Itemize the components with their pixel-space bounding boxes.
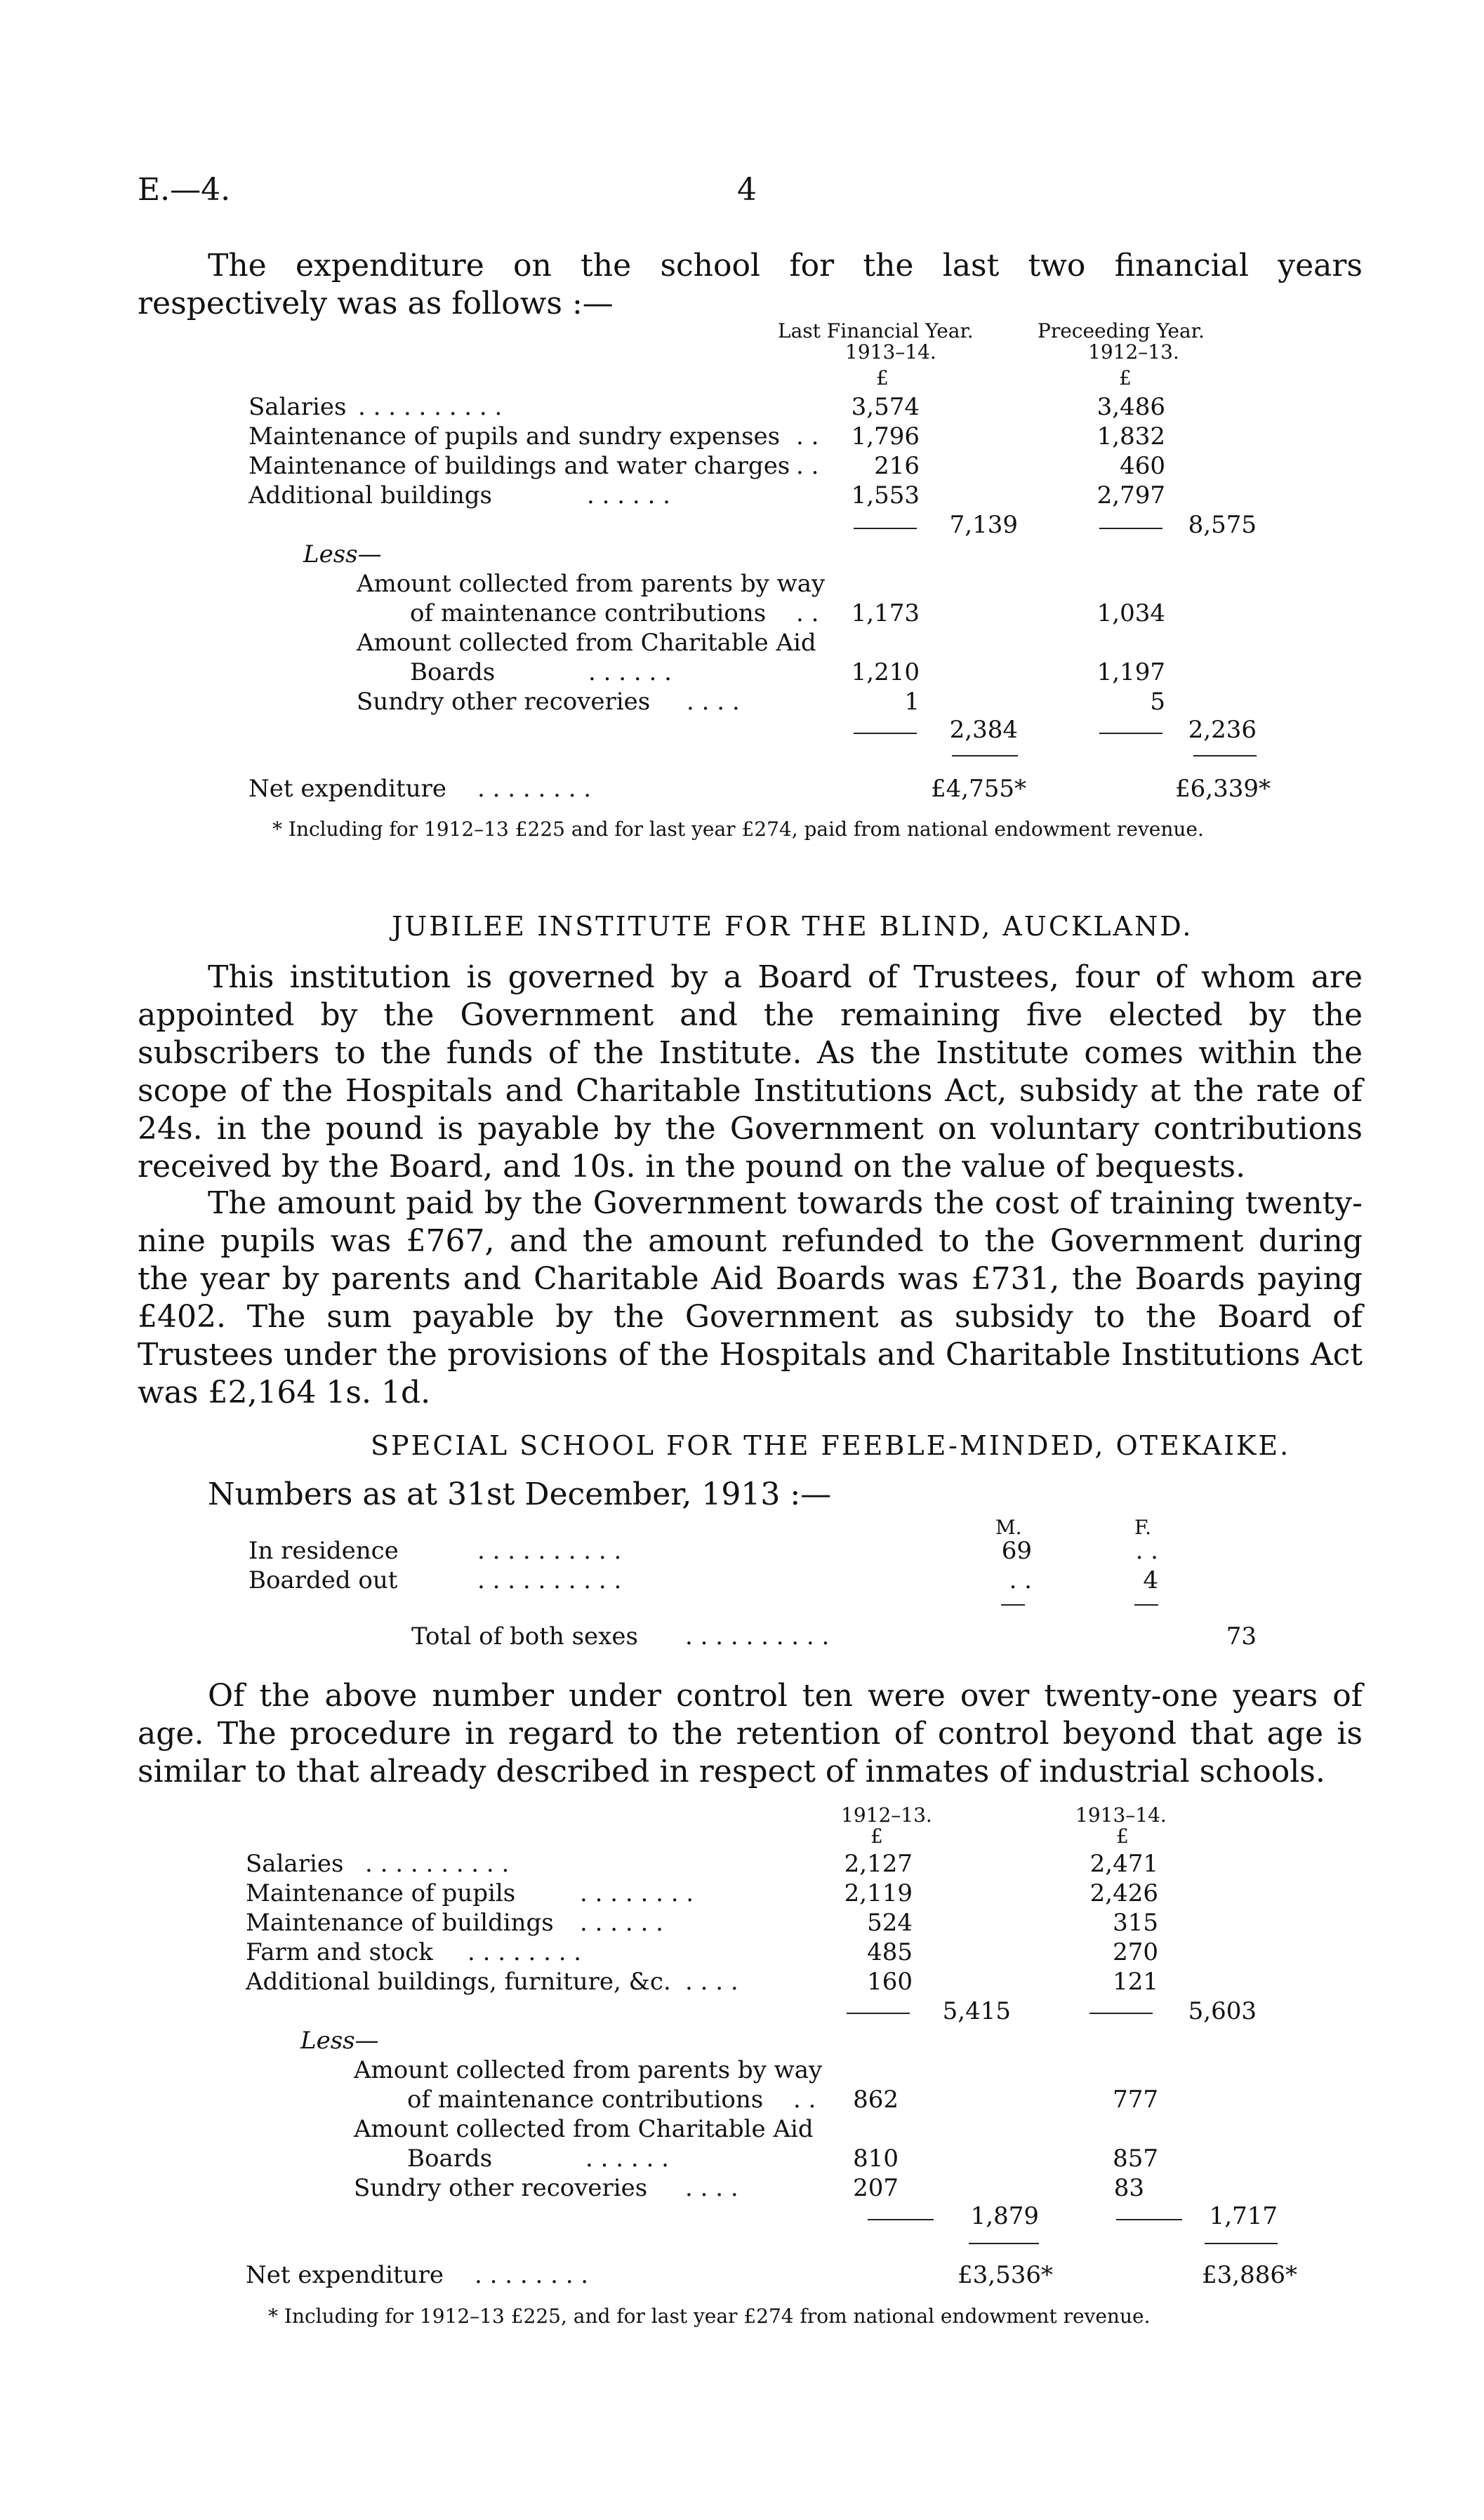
- jubilee-paragraph-2: [138, 1185, 1363, 1412]
- dash-rule: [1116, 2219, 1182, 2220]
- dash-rule: [1089, 2013, 1153, 2014]
- residence-label: In residence: [249, 1537, 399, 1565]
- otekaike-heading: SPECIAL SCHOOL FOR THE FEEBLE-MINDED, OTEKAIKE.: [371, 1430, 1291, 1461]
- row-value-b: 2,426: [1089, 1879, 1158, 1907]
- footnote-2: * Including for 1912–13 £225, and for last year £274 from national endowment revenue.: [268, 2305, 1151, 2328]
- total-rule: [969, 2243, 1039, 2244]
- row-value-a: 524: [867, 1909, 913, 1937]
- subtotal-a: 7,139: [949, 511, 1018, 539]
- paragraph-text: This institution is governed by a Board of Trustees, four of whom are appointed by the Government and the remaining five elected by the subscribers to the funds of the Institute. As the Institute comes within the scope of the Hospitals and Charitable Institutions Act, subsidy at the rate of 24s. in the pound is payable by the Government on voluntary contributions received by the Board, and 10s. in the pound on the value of bequests.: [138, 959, 1363, 1185]
- less-total-b: 1,717: [1209, 2202, 1278, 2230]
- col1-pound: £: [870, 1825, 883, 1848]
- less-label: Less—: [303, 540, 382, 568]
- col2-year: 1913–14.: [1075, 1804, 1167, 1827]
- row-leader: . . . .: [687, 688, 740, 716]
- row-leader: . . . .: [685, 1968, 738, 1996]
- row-label: Maintenance of pupils and sundry expenses: [249, 422, 781, 451]
- less-line: Amount collected from Charitable Aid: [357, 629, 816, 657]
- row-value-a: 216: [874, 452, 920, 480]
- col1-year: 1913–14.: [845, 340, 936, 364]
- total-rule: [1205, 2243, 1278, 2244]
- less-line: of maintenance contributions: [410, 599, 767, 627]
- boarded-label: Boarded out: [249, 1566, 398, 1594]
- row-value-b: 83: [1113, 2174, 1144, 2202]
- less-total-a: 1,879: [970, 2202, 1039, 2230]
- row-leader: . . . .: [685, 2174, 738, 2202]
- row-leader: . .: [793, 2086, 816, 2114]
- row-value-a: 2,127: [844, 1850, 913, 1878]
- row-leader: . . . . . .: [587, 481, 670, 509]
- less-line: Sundry other recoveries: [354, 2174, 648, 2202]
- row-value-a: 1,210: [851, 658, 920, 686]
- row-leader: . . . . . .: [585, 2145, 669, 2173]
- row-value-a: 810: [853, 2145, 899, 2173]
- subtotal-a: 5,415: [942, 1997, 1011, 2025]
- dash-rule: [1099, 528, 1162, 529]
- dash-rule: [854, 528, 917, 529]
- dash-rule: [1001, 1604, 1025, 1606]
- row-leader: . . . . . .: [580, 1909, 663, 1937]
- dash-rule: [1134, 1604, 1158, 1606]
- boarded-f: 4: [1143, 1566, 1158, 1594]
- net-label: Net expenditure: [249, 775, 446, 803]
- otekaike-paragraph: [138, 1677, 1363, 1791]
- total-rule: [1193, 755, 1257, 756]
- dash-rule: [847, 2013, 910, 2014]
- row-value-a: 1,796: [851, 422, 920, 451]
- col-m-head: M.: [995, 1516, 1022, 1539]
- row-leader: . . . . . . . .: [475, 2261, 589, 2289]
- row-leader: . . . . . . . . . .: [477, 1566, 622, 1594]
- total-rule: [952, 755, 1018, 756]
- col2-year: 1912–13.: [1088, 340, 1179, 364]
- row-leader: . .: [796, 452, 819, 480]
- jubilee-paragraph-1: [138, 959, 1363, 1186]
- col2-pound: £: [1119, 366, 1132, 389]
- jubilee-heading: JUBILEE INSTITUTE FOR THE BLIND, AUCKLAND.: [392, 911, 1193, 942]
- row-value-a: 485: [867, 1938, 913, 1966]
- row-value-a: 207: [853, 2174, 899, 2202]
- less-line: Sundry other recoveries: [357, 688, 651, 716]
- less-line: Amount collected from Charitable Aid: [354, 2115, 814, 2143]
- row-label: Maintenance of pupils: [246, 1879, 516, 1907]
- row-value-b: 2,797: [1097, 481, 1165, 509]
- paragraph-text: The amount paid by the Government towards the cost of training twenty-nine pupils was £767, and the amount refunded to the Government during the year by parents and Charitable Aid Boards was £731, the Boards paying £402. The sum payable by the Government as subsidy to the Board of Trustees under the provisions of the Hospitals and Charitable Institutions Act was £2,164 1s. 1d.: [138, 1185, 1363, 1411]
- row-leader: . . . . . .: [588, 658, 672, 686]
- less-line: of maintenance contributions: [407, 2086, 764, 2114]
- row-leader: . . . . . . . . . .: [358, 393, 503, 421]
- net-value-b: £6,339*: [1175, 775, 1271, 803]
- less-line: Amount collected from parents by way: [354, 2056, 823, 2084]
- residence-f: . .: [1135, 1537, 1158, 1565]
- net-label: Net expenditure: [246, 2261, 444, 2289]
- row-value-a: 160: [867, 1968, 913, 1996]
- less-total-b: 2,236: [1188, 716, 1257, 744]
- net-value-a: £3,536*: [958, 2261, 1053, 2289]
- row-value-b: 315: [1113, 1909, 1158, 1937]
- boarded-m: . .: [1009, 1566, 1032, 1594]
- paragraph-text: Of the above number under control ten were over twenty-one years of age. The procedure in regard to the retention of control beyond that age is similar to that already described in respect of inmates of industrial schools.: [138, 1678, 1363, 1789]
- intro-text: The expenditure on the school for the last two financial years respectively was as follows :—: [138, 248, 1363, 321]
- row-value-a: 1: [904, 688, 920, 716]
- row-value-b: 3,486: [1097, 393, 1165, 421]
- col-f-head: F.: [1134, 1516, 1151, 1539]
- row-value-a: 1,173: [851, 599, 920, 627]
- row-value-b: 1,034: [1097, 599, 1165, 627]
- dash-rule: [868, 2219, 934, 2220]
- row-label: Salaries: [246, 1850, 344, 1878]
- net-value-a: £4,755*: [931, 775, 1026, 803]
- row-leader: . . . . . . . . . .: [365, 1850, 510, 1878]
- row-value-a: 2,119: [844, 1879, 913, 1907]
- row-label: Farm and stock: [246, 1938, 433, 1966]
- school-expenditure-intro: [138, 247, 1363, 323]
- row-label: Maintenance of buildings and water charges: [249, 452, 790, 480]
- residence-m: 69: [1001, 1537, 1032, 1565]
- page-number: 4: [737, 172, 757, 208]
- col1-pound: £: [876, 366, 889, 389]
- net-value-b: £3,886*: [1202, 2261, 1297, 2289]
- col2-head: Preceeding Year.: [1038, 319, 1205, 342]
- row-value-b: 777: [1113, 2086, 1158, 2114]
- row-label: Salaries: [249, 393, 347, 421]
- row-leader: . .: [796, 422, 819, 451]
- row-value-b: 1,832: [1097, 422, 1165, 451]
- dash-rule: [854, 733, 917, 734]
- less-total-a: 2,384: [949, 716, 1018, 744]
- dash-rule: [1099, 733, 1162, 734]
- row-leader: . . . . . . . .: [468, 1938, 582, 1966]
- row-value-b: 121: [1113, 1968, 1158, 1996]
- less-line: Amount collected from parents by way: [357, 570, 826, 598]
- row-leader: . . . . . . . .: [580, 1879, 694, 1907]
- row-label: Maintenance of buildings: [246, 1909, 554, 1937]
- row-value-b: 270: [1113, 1938, 1158, 1966]
- less-line: Boards: [410, 658, 496, 686]
- row-value-b: 460: [1120, 452, 1165, 480]
- subtotal-b: 8,575: [1188, 511, 1257, 539]
- row-label: Additional buildings, furniture, &c.: [246, 1968, 671, 1996]
- row-leader: . . . . . . . . . .: [685, 1622, 830, 1651]
- row-value-b: 1,197: [1097, 658, 1165, 686]
- total-label: Total of both sexes: [411, 1622, 638, 1651]
- total-value: 73: [1226, 1622, 1257, 1651]
- row-leader: . . . . . . . . . .: [477, 1537, 622, 1565]
- row-value-a: 1,553: [851, 481, 920, 509]
- col1-head: Last Financial Year.: [778, 319, 974, 342]
- col1-year: 1912–13.: [841, 1804, 932, 1827]
- less-line: Boards: [407, 2145, 493, 2173]
- row-value-b: 5: [1150, 688, 1165, 716]
- row-value-b: 857: [1113, 2145, 1158, 2173]
- footnote-1: * Including for 1912–13 £225 and for last year £274, paid from national endowment revenue.: [272, 818, 1204, 841]
- row-value-a: 862: [853, 2086, 899, 2114]
- col2-pound: £: [1116, 1825, 1129, 1848]
- subtotal-b: 5,603: [1188, 1997, 1257, 2025]
- row-value-b: 2,471: [1089, 1850, 1158, 1878]
- report-reference: E.—4.: [138, 172, 231, 208]
- row-label: Additional buildings: [249, 481, 492, 509]
- row-leader: . . . . . . . .: [477, 775, 592, 803]
- row-value-a: 3,574: [851, 393, 920, 421]
- row-leader: . .: [796, 599, 819, 627]
- less-label: Less—: [300, 2027, 379, 2055]
- numbers-title: Numbers as at 31st December, 1913 :—: [208, 1476, 832, 1512]
